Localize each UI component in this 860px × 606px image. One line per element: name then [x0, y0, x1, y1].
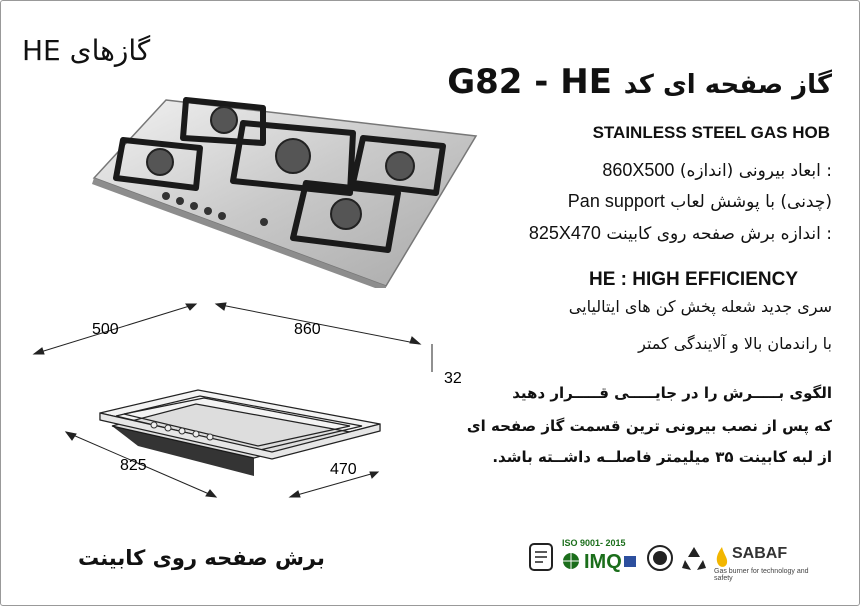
- model-title: [447, 62, 832, 102]
- dim-depth: 500: [92, 321, 119, 338]
- he-desc-2: با راندمان بالا و آلایندگی کمتر: [638, 334, 832, 353]
- imq-label: IMQ: [584, 551, 622, 573]
- spec-pan-fa: (چدنی) با پوشش لعاب: [670, 192, 832, 212]
- flame-icon: [714, 546, 730, 568]
- iqnet-seal-icon: [646, 544, 674, 572]
- model-code: G82 - HE: [447, 62, 612, 102]
- spec-cut-label: : اندازه برش صفحه روی کابینت: [606, 224, 832, 244]
- recycle-icon: [680, 544, 708, 572]
- hob-type: STAINLESS STEEL GAS HOB: [592, 123, 830, 142]
- spec-cut-value: 825X470: [528, 223, 601, 243]
- certification-logos: [528, 538, 828, 584]
- gas-hob-image: [88, 78, 488, 288]
- spec-cut-dims: [529, 223, 832, 244]
- cutout-title: برش صفحه روی کابینت: [78, 546, 325, 570]
- dim-cut-depth: 470: [330, 461, 357, 478]
- spec-outer-value: 860X500: [602, 160, 675, 180]
- spec-pan-en: Pan support: [567, 191, 665, 211]
- install-note-2: که پس از نصب بیرونی ترین قسمت گاز صفحه ای: [466, 417, 832, 435]
- dim-cut-width: 825: [120, 457, 147, 474]
- spec-outer-label: : ابعاد بیرونی (اندازه): [679, 161, 832, 181]
- spec-outer-dims: [602, 160, 832, 181]
- standard-mark-icon: [528, 542, 554, 572]
- model-label: گاز صفحه ای کد: [623, 70, 832, 100]
- he-title: HE : HIGH EFFICIENCY: [588, 269, 798, 290]
- series-title: گازهای HE: [22, 34, 151, 67]
- he-desc-1: سری جدید شعله پخش کن های ایتالیایی: [568, 297, 832, 316]
- spec-pan-support: [568, 191, 832, 212]
- globe-icon: [562, 552, 580, 570]
- cutout-diagram: [20, 292, 470, 512]
- cert-flag-icon: [624, 556, 636, 567]
- iso-label: ISO 9001- 2015: [562, 538, 626, 548]
- dim-width: 860: [294, 321, 321, 338]
- sabaf-label: SABAF: [732, 545, 788, 562]
- install-note-1: الگوی بـــــرش را در جایـــــی قـــــرار دهید: [512, 384, 832, 402]
- dim-height: 32: [444, 370, 462, 387]
- install-note-3: از لبه کابینت ۳۵ میلیمتر فاصلــه داشــته باشد.: [492, 448, 832, 466]
- sabaf-tagline: Gas burner for technology and safety: [714, 568, 809, 582]
